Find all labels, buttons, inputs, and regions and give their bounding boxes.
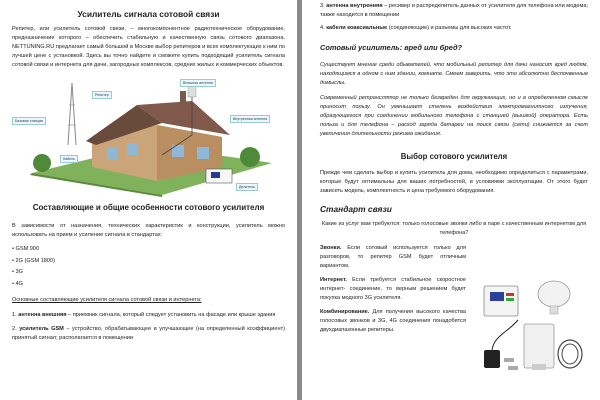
component-3: 3. антенна внутренняя – ресивер и распределитель данных от усилителя для телефона или модема; также находится в помещении <box>320 3 588 18</box>
repeater-kit-illustration <box>474 272 586 380</box>
option-internet: Интернет. Если требуется стабильное скоростное интернет- соединение, то верным решением будет покупка модного 3G усилителя. <box>320 277 466 301</box>
harm-paragraph-1: Существует мнение среди обывателей, что мобильный репитер для дачи наносит вред людям, находящимся в одном с ним здании, комнате. Смеем заверить, что это абсолютно беспочвенные домыслы. <box>320 62 588 86</box>
repeater-installation-illustration <box>12 75 285 197</box>
harm-question-heading: Сотовый усилитель: вред или бред? <box>320 43 463 52</box>
page-title: Усилитель сигнала сотовой связи <box>77 9 220 19</box>
component-1: 1. антенна внешняя – приемник сигнала, который следует установить на фасаде или крыше здания <box>12 312 276 318</box>
standards-intro: В зависимости от назначения, технических характеристик и конструкции, усилитель можно использовать на прием и усиление сигнала в стандартах: <box>12 223 285 238</box>
choice-section-title: Выбор сотового усилителя <box>400 152 508 161</box>
label-cable: Кабель <box>60 155 78 163</box>
section-title-components: Составляющие и общие особенности сотового усилителя <box>32 203 265 212</box>
label-repeater: Репитер <box>92 91 112 99</box>
label-outdoor-antenna: Внешняя антенна <box>180 79 216 87</box>
list-item: • 2G (GSM 1800) <box>12 257 55 264</box>
standards-list <box>12 244 285 290</box>
components-intro: Основные составляющие усилителя сигнала сотовой связи и интернета: <box>12 297 202 303</box>
options-column <box>320 244 466 335</box>
component-2: 2. усилитель GSM – устройство, обрабатывающее и улучшающее (на определенный коэффициент) принятый сигнал; располагается в помещении <box>12 326 285 341</box>
standard-heading: Стандарт связи <box>320 204 392 214</box>
component-4: 4. кабели коаксиальные (соединяющие) и разъемы для высоких частот. <box>320 25 512 31</box>
label-indoor-antenna: Внутренняя антенна <box>230 115 270 123</box>
harm-paragraph-2: Современный ретранслятор не только безвреден для окружающих, но и в определенном смысле приносит пользу. Он уменьшает степень воздействия электромагнитного излучения, образующегося при соединении мобильного телефона с станцией (вышкой) оператора. Есть польза и для телефона – расход заряда батареи на поиск связи (сети) снижается за счет увеличения длительности режима ожидания. <box>320 95 588 137</box>
document-page-right <box>302 0 600 400</box>
intro-paragraph: Репитер, или усилитель сотовой связи, – многокомпонентное радиотехническое оборудование, предназначение которого – обеспечить стабильную и качественную связь сотового диапазона. NETTUNING.RU предлагает самый большой в Москве выбор репитеров и всех комплектующих к ним по лучшей цене с установкой. Здесь вы точно найдете и сможете купить подходящий усилитель сигнала сотовой связи и интернета для дачи, загородных комплексов, средних жилых и коммерческих объектов. <box>12 26 285 68</box>
list-item: • GSM 900 <box>12 246 40 252</box>
label-splitter: Делитель <box>236 183 258 191</box>
repeater-kit-image <box>474 272 586 380</box>
choice-paragraph: Прежде чем сделать выбор и купить усилитель для дома, необходимо определиться с параметрами, которые будут оптимальны для ваших потребностей, и условиями эксплуатации. От этого будет зависеть модель, комплектность и цена требуемого оборудования. <box>320 170 588 194</box>
standard-question: Какие из услуг вам требуются: только голосовые звонки либо в паре с качественным интернетом для телефона? <box>321 221 587 236</box>
house-illustration <box>12 75 285 197</box>
list-item: • 3G <box>12 269 23 275</box>
label-base-station: Базовая станция <box>12 117 46 125</box>
option-calls: Звонки. Если сотовый используется только для разговоров, то репитер GSM будет отличным вариантом. <box>320 245 466 269</box>
document-page-left <box>0 0 297 400</box>
list-item: • 4G <box>12 280 23 287</box>
option-combo: Комбинирование. Для получения высокого качества голосовых звонков и 3G, 4G соединения понадобятся двухдиапазонные репитеры. <box>320 309 466 333</box>
